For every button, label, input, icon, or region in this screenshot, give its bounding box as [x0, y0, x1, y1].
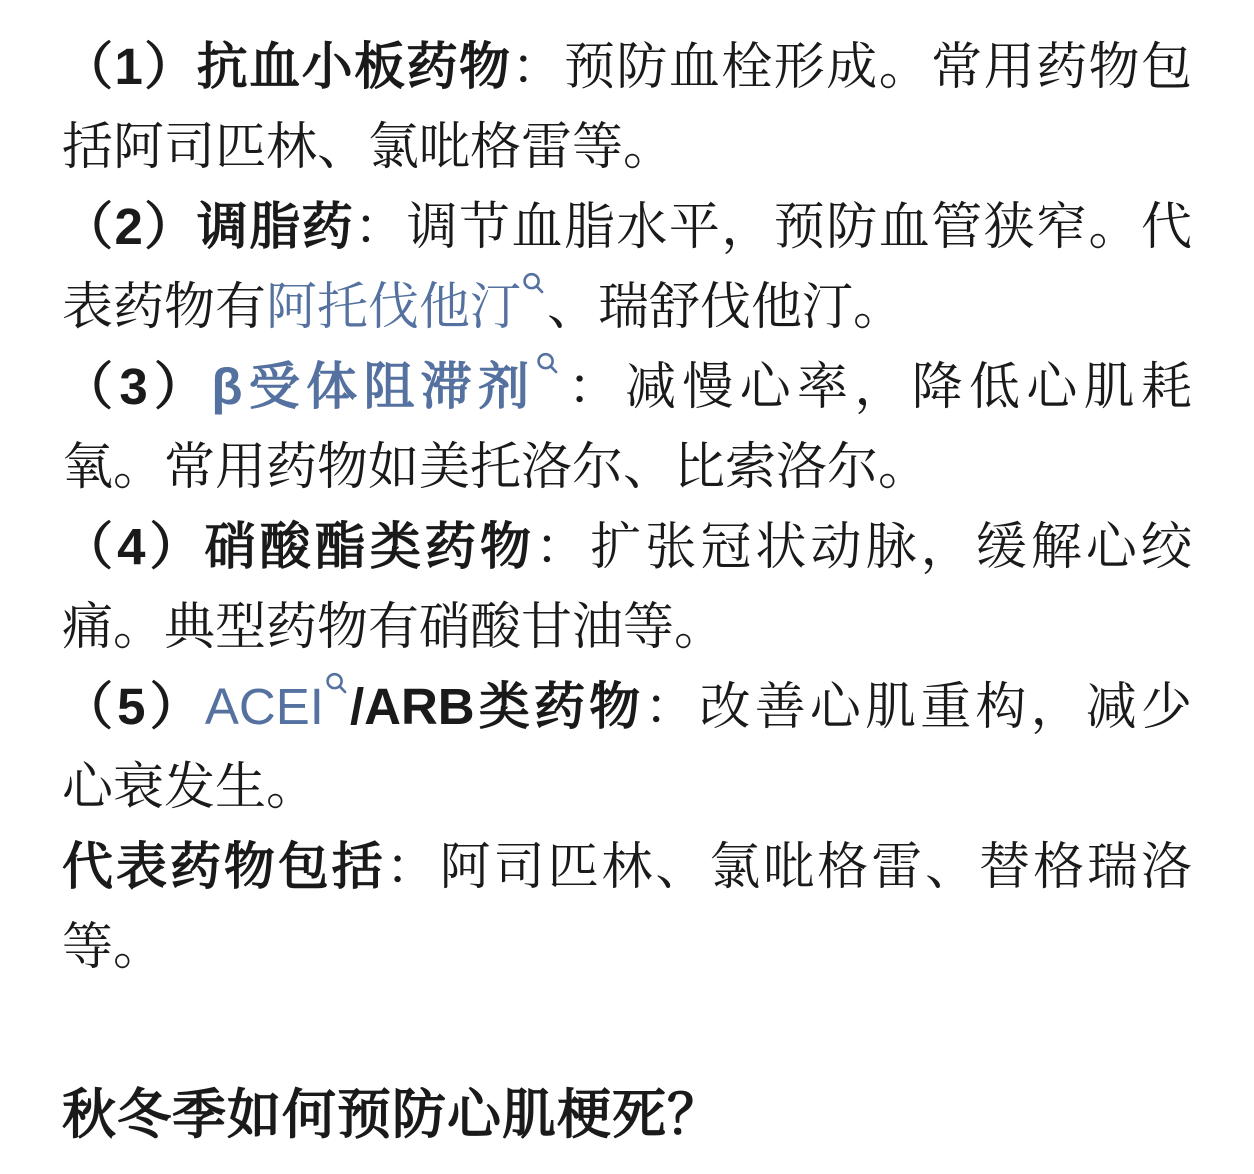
text-line	[62, 267, 1192, 347]
colon: ：	[511, 38, 564, 95]
item-4-nitrate	[62, 507, 1192, 667]
representative-drugs-summary	[62, 827, 1192, 987]
body-text: 预防血栓形成。常用药物包	[563, 38, 1192, 95]
term-link-beta-blocker[interactable]: β受体阻滞剂	[211, 358, 536, 415]
body-text: 心衰发生。	[62, 758, 318, 815]
body-text: 改善心肌重构，减少	[699, 678, 1192, 735]
text-line	[62, 347, 1192, 427]
text-line	[62, 427, 1192, 507]
text-line	[62, 27, 1192, 107]
text-line	[62, 667, 1192, 747]
section-heading: 秋冬季如何预防心肌梗死？	[62, 1085, 722, 1145]
text-line	[62, 827, 1192, 907]
body-text: 括阿司匹林、氯吡格雷等。	[62, 118, 675, 175]
item-label: /ARB类药物	[349, 678, 645, 735]
colon: ：	[385, 838, 440, 895]
text-line	[62, 507, 1192, 587]
text-line	[62, 187, 1192, 267]
body-text: 阿司匹林、氯吡格雷、替格瑞洛	[439, 838, 1192, 895]
item-3-beta-blocker	[62, 347, 1192, 507]
paragraph-list	[62, 27, 1192, 987]
item-5-acei-arb	[62, 667, 1192, 827]
term-link-acei[interactable]: ACEI	[204, 678, 324, 735]
body-text: 扩张冠状动脉，缓解心绞	[590, 518, 1192, 575]
colon: ：	[354, 198, 407, 255]
item-1-antiplatelet	[62, 27, 1192, 187]
text-line	[62, 907, 1192, 987]
search-icon[interactable]	[522, 272, 545, 297]
summary-label: 代表药物包括	[62, 838, 386, 895]
item-label: （4）硝酸酯类药物	[62, 518, 536, 575]
body-text: 表药物有	[62, 278, 267, 335]
item-label: （1）抗血小板药物	[62, 38, 512, 95]
body-text: 氧。常用药物如美托洛尔、比索洛尔。	[62, 438, 930, 495]
body-text: 减慢心率，降低心肌耗	[625, 358, 1192, 415]
text-line	[62, 587, 1192, 667]
search-icon[interactable]	[325, 672, 348, 697]
text-line	[62, 107, 1192, 187]
body-text: 等。	[62, 918, 165, 975]
search-icon[interactable]	[536, 352, 559, 377]
item-label: （3）	[62, 358, 212, 415]
text-line	[62, 747, 1192, 827]
body-text: 调节血脂水平，预防血管狭窄。代	[406, 198, 1192, 255]
colon: ：	[561, 358, 626, 415]
body-text: 痛。典型药物有硝酸甘油等。	[62, 598, 726, 655]
item-2-lipid-regulating	[62, 187, 1192, 347]
item-label: （5）	[62, 678, 205, 735]
body-text: 、瑞舒伐他汀。	[547, 278, 905, 335]
term-link-atorvastatin[interactable]: 阿托伐他汀	[266, 278, 522, 335]
item-label: （2）调脂药	[62, 198, 355, 255]
colon: ：	[535, 518, 591, 575]
colon: ：	[644, 678, 700, 735]
